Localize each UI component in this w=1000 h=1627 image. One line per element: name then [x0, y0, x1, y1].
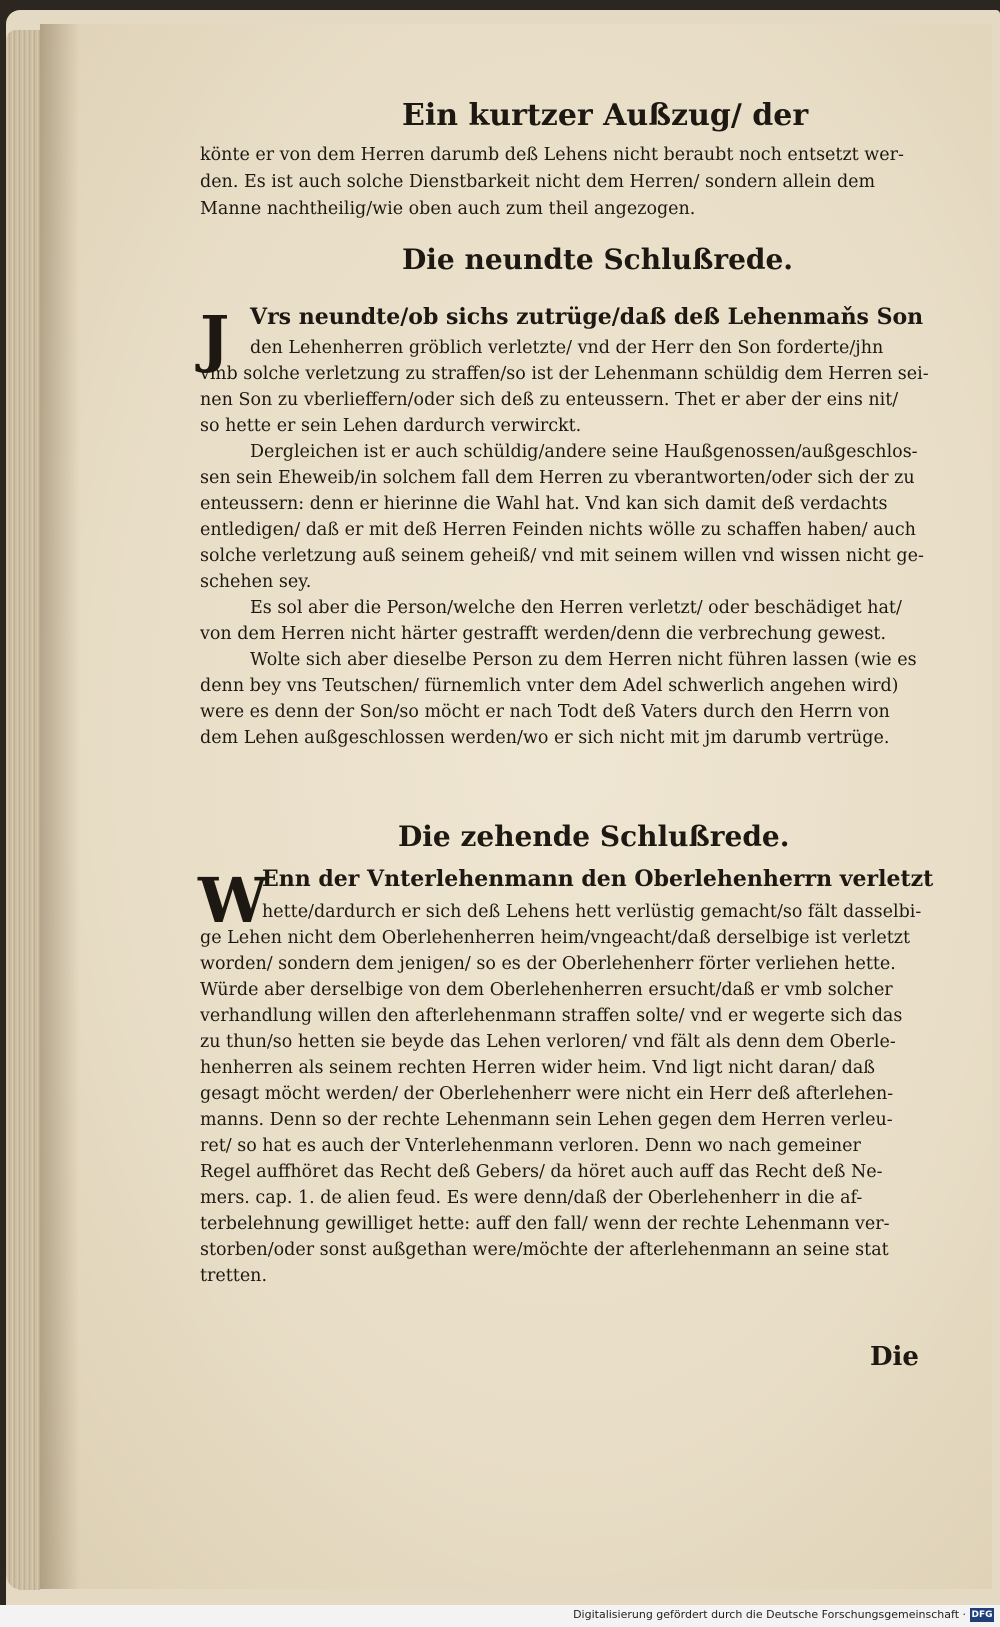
body-line: dem Lehen außgeschlossen werden/wo er sich nicht mit jm darumb vertrüge.	[200, 728, 890, 748]
intro-line: Manne nachtheilig/wie oben auch zum theil angezogen.	[200, 199, 696, 219]
body-line: von dem Herren nicht härter gestrafft werden/denn die verbrechung gewest.	[200, 624, 887, 644]
body-line: Regel auffhöret das Recht deß Gebers/ da höret auch auff das Recht deß Ne-	[200, 1162, 883, 1182]
book-edge	[6, 30, 40, 1590]
body-line: hette/dardurch er sich deß Lehens hett verlüstig gemacht/so fält dasselbi-	[262, 902, 922, 922]
body-line: den Lehenherren gröblich verletzte/ vnd der Herr den Son forderte/jhn	[250, 338, 884, 358]
body-line: Vrs neundte/ob sichs zutrüge/daß deß Lehenmaňs Son	[250, 304, 924, 330]
body-line: henherren als seinem rechten Herren wider heim. Vnd ligt nicht daran/ daß	[200, 1058, 875, 1078]
body-line: worden/ sondern dem jenigen/ so es der Oberlehenherr förter verliehen hette.	[200, 954, 896, 974]
body-line: Würde aber derselbige von dem Oberlehenherren ersucht/daß er vmb solcher	[200, 980, 893, 1000]
body-line: denn bey vns Teutschen/ fürnemlich vnter dem Adel schwerlich angehen wird)	[200, 676, 899, 696]
body-line: storben/oder sonst außgethan were/möchte der afterlehenmann an seine stat	[200, 1240, 889, 1260]
intro-line: den. Es ist auch solche Dienstbarkeit nicht dem Herren/ sondern allein dem	[200, 172, 876, 192]
drop-initial-9: J	[200, 302, 230, 375]
drop-initial-10: W	[198, 864, 268, 937]
gutter-shadow	[40, 24, 80, 1589]
intro-line: könte er von dem Herren darumb deß Lehens nicht beraubt noch entsetzt wer-	[200, 145, 904, 165]
body-line: Wolte sich aber dieselbe Person zu dem Herren nicht führen lassen (wie es	[250, 650, 917, 670]
body-line: tretten.	[200, 1266, 268, 1286]
body-line: ge Lehen nicht dem Oberlehenherren heim/vngeacht/daß derselbige ist verletzt	[200, 928, 911, 948]
body-line: gesagt möcht werden/ der Oberlehenherr were nicht ein Herr deß afterlehen-	[200, 1084, 894, 1104]
dfg-logo-icon: DFG	[971, 1610, 993, 1620]
catchword: Die	[870, 1342, 919, 1372]
body-line: mers. cap. 1. de alien feud. Es were denn/daß der Oberlehenherr in die af-	[200, 1188, 863, 1208]
body-line: were es denn der Son/so möcht er nach Todt deß Vaters durch den Herrn von	[200, 702, 890, 722]
body-line: nen Son zu vberlieffern/oder sich deß zu enteussern. Thet er aber der eins nit/	[200, 390, 899, 410]
body-line: solche verletzung auß seinem geheiß/ vnd mit seinem willen vnd wissen nicht ge-	[200, 546, 924, 566]
body-line: so hette er sein Lehen dardurch verwirckt.	[200, 416, 582, 436]
body-line: schehen sey.	[200, 572, 312, 592]
body-line: vmb solche verletzung zu straffen/so ist der Lehenmann schüldig dem Herren sei-	[200, 364, 929, 384]
body-line: sen sein Eheweib/in solchem fall dem Herren zu vberantworten/oder sich der zu	[200, 468, 915, 488]
body-line: entledigen/ daß er mit deß Herren Feinden nichts wölle zu schaffen haben/ auch	[200, 520, 916, 540]
body-line: Es sol aber die Person/welche den Herren verletzt/ oder beschädiget hat/	[250, 598, 902, 618]
body-line: verhandlung willen den afterlehenmann straffen solte/ vnd er wegerte sich das	[200, 1006, 903, 1026]
section-heading-10: Die zehende Schlußrede.	[398, 820, 790, 853]
body-line: Dergleichen ist er auch schüldig/andere seine Haußgenossen/außgeschlos-	[250, 442, 918, 462]
body-line: manns. Denn so der rechte Lehenmann sein Lehen gegen dem Herren verleu-	[200, 1110, 893, 1130]
body-line: enteussern: denn er hierinne die Wahl hat. Vnd kan sich damit deß verdachts	[200, 494, 888, 514]
body-line: Enn der Vnterlehenmann den Oberlehenherrn verletzt	[262, 866, 934, 892]
body-line: terbelehnung gewilliget hette: auff den fall/ wenn der rechte Lehenmann ver-	[200, 1214, 890, 1234]
body-line: zu thun/so hetten sie beyde das Lehen verloren/ vnd fält als denn dem Oberle-	[200, 1032, 896, 1052]
body-line: ret/ so hat es auch der Vnterlehenmann verloren. Denn wo nach gemeiner	[200, 1136, 861, 1156]
running-title: Ein kurtzer Außzug/ der	[402, 98, 809, 133]
footer-credit: Digitalisierung gefördert durch die Deutsche Forschungsgemeinschaft ·	[573, 1608, 966, 1621]
section-heading-9: Die neundte Schlußrede.	[402, 243, 794, 276]
